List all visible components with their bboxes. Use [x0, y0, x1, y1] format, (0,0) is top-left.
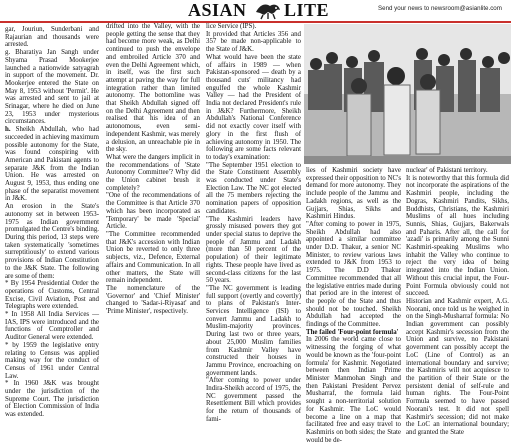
paragraph: Historian and Kashmir expert, A.G. Noorani, once told us he weighed in on the Singh-Musharraf formula: No Indian government can possibly accept Kashmir's secession from the Union and survive, no Pakistani government can possibly accept the LoC (Line of Control) as an international boundary and survive; the Kashmiris will not acquiesce to the partition of their State or the persistent denial of self-rule and human rights. The Four-Point Formula seemed to have passed Noorani's test. It did not spell Kashmir's secession; did not make the LoC an international boundary; and granted the State	[406, 297, 509, 436]
paragraph: "After coming to power in 1975, Sheikh Abdullah had also appointed a similar committee under D.D. Thakur, a senior NC Minister, to review various laws extended to J&K from 1953 to 1975. The D.D Thakur Committee recommended that all the legislative entries made during that period are in the interest of the people of the State and thus should not be touched. Sheikh Abdullah had accepted the findings of the Committee.	[306, 220, 401, 329]
paragraph: What would have been the state of affairs in 1989 — when Pakistan-sponsored — death by a thousand cuts' militancy had engulfed the whole Kashmir Valley — had the President of India not declared President's rule in J&K? Furthermore, Sheikh Abdullah's National Conference did not exactly cover itself with glory in the first flush of achieving autonomy in 1950. The following are some facts relevant to today's examination:	[206, 53, 301, 161]
section-subheading: The failed 'Four-point formula'	[306, 328, 399, 336]
list-marker: h.	[5, 126, 11, 134]
paragraph: The nomenclature of the 'Governor' and 'Chief Minister' changed to 'Sadar-i-Riyasat' and 'Prime Minister', respectively.	[106, 284, 200, 316]
paragraph: * By 1954 Presidential Order the operations of Customs, Central Excise, Civil Aviation, Post and Telegraphs were extended.	[5, 280, 99, 311]
masthead-right-word: LITE	[284, 0, 330, 20]
article-column-5	[406, 167, 509, 436]
paragraph-text: Sheikh Abdullah, who had succeeded in achieving maximum possible autonomy for the State, was found conspiring with American and Pakistani agents to separate J&K from the Indian Union. He was arrested on August 9, 1953, thus ending one phase of the separatist movement in J&K.	[5, 126, 99, 203]
article-column-1	[5, 26, 99, 419]
paragraph: * by 1959 the legislative entry relating to Census was applied making way for the conduct of Census of 1961 under Central Law.	[5, 341, 99, 380]
masthead-tagline: Send your news to newsroom@asianlite.com	[378, 5, 502, 12]
article-column-4	[306, 167, 401, 444]
paragraph: drifted into the Valley, with the people getting the sense that they had become more weak, as Delhi continued to push the envelope and embroiled Article 370 and even the Delhi Agreement which, in itself, was the first such attempt at paving the way for full integration rather than limited autonomy. The bottomline was that Sheikh Abdullah signed off on the Delhi Agreement and then realised that his idea of an autonomous, even semi-independent Kashmir, was merely a delusion, an unreachable pie in the sky.	[106, 23, 200, 154]
paragraph: "The Committee recommended that J&K's accession with Indian Union be reverted to only three subjects, viz., Defence, External affairs and Communication. In all other matters, the State will remain independent.	[106, 230, 200, 285]
masthead	[188, 0, 378, 20]
paragraph: g. Bharatiya Jan Sangh under Shyama Prasad Mookerjee launched a nationwide satyagrah in support of the movement. Dr. Mookerjee entered the State on May 8, 1953 without 'Permit'. He was arrested and sent to jail at Srinagar, where he died on June 23, 1953 under mysterious circumstances.	[5, 49, 99, 126]
article-column-3	[206, 23, 301, 423]
paragraph: "One of the recommendations of the Committee is that Article 370 which has been incorporated as 'Temporary' be made 'Special' Article.	[106, 192, 200, 231]
paragraph: It provided that Articles 356 and 357 be made non-applicable to the State of J&K.	[206, 30, 301, 54]
article-column-2	[106, 23, 200, 400]
paragraph: "After coming to power under Indira-Sheikh accord of 1975, the NC government passed the Resettlement Bill which provides for the return of thousands of fami-	[206, 377, 301, 423]
paragraph: * In 1958 All India Services — IAS, IPS were introduced and the functions of Comptroller and Auditor General were extended.	[5, 311, 99, 342]
paragraph: It is noteworthy that this formula did not incorporate the aspirations of the Kashmiri people, including the Dogras, Kashmiri Pandits, Sikhs, Buddhists, Christians, the Kashmiri Muslims of all hues including Sunnis, Shias, Gujjars, Bakerwals and Paharis. After all, the call for 'azadi' is primarily among the Sunni Kashmiri-speaking Muslims who inhabit the Valley who continue to reject the very idea of being integrated into the Indian Union. Without this crucial input, the Four-Point Formula obviously could not succeed.	[406, 174, 509, 298]
paragraph: * In 1960 J&K was brought under the jurisdiction of the Supreme Court. The jurisdiction of Election Commission of India was extended.	[5, 380, 99, 419]
paragraph: "The NC government is leading full support (overtly and covertly) to plans of Pakistan's Inter-Services Intelligence (ISI) to convert Jammu and Ladakh to Muslim-majority provinces. During last two or three years, about 25,000 Muslim families from Kashmir Valley have constructed their houses in Jammu Province, encroaching on government lands.	[206, 284, 301, 377]
paragraph: lies of Kashmiri society have expressed their opposition to NC's demand for more autonomy. They include people of the Jammu and Ladakh regions, as well as the Gujjars, Shias, Sikhs and Kashmiri Hindus.	[306, 167, 401, 221]
lion-emblem-icon	[254, 0, 282, 20]
paragraph: nuclear' of Pakistani territory.	[406, 167, 488, 174]
archival-group-photo	[304, 24, 511, 164]
paragraph: "The Kashmiri leaders have grossly misused powers they got under special status to deprive the people of Jammu and Ladakh (more than 50 percent of the population) of their legitimate rights. These people have lived as second-class citizens for the last 50 years.	[206, 215, 301, 285]
paragraph: An erosion in the State's autonomy set in between 1953-1975 as Indian government promulgated the Centre's binding. During this period, 13 steps were taken systematically 'sometimes surreptitiously' to extend various provisions of Indian Constitution to the J&K State. The following are some of them:	[5, 203, 99, 280]
paragraph	[5, 126, 99, 203]
paragraph: gar, Jouriun, Sunderbani and Rajaurian and thousands were arrested.	[5, 26, 99, 49]
paragraph: "The September 1951 election to the State Constituent Assembly was conducted under State's Election Law. The NC got elected all the 75 members rejecting the nomination papers of opposition candidates.	[206, 161, 301, 215]
paragraph: In 2006 the world came close to witnessing the forging of what would be known as the 'four-point formula' for Kashmir. Negotiated between then Indian Prime Minister Manmohan Singh and then Pakistani President Pervez Musharraf, the formula laid sought a non-territorial solution for Kashmir. The LoC would become a line on a map that facilitated free and easy travel to Kashmiris on both sides; the State would be de-	[306, 336, 401, 444]
photo-figures	[304, 24, 511, 164]
paragraph: lice Service (IPS).	[206, 23, 257, 30]
paragraph: What were the dangers implicit in the recommendations of 'State Autonomy Committee'? Why did the Union cabinet brush it completely?	[106, 153, 200, 192]
masthead-left-word: ASIAN	[188, 0, 247, 20]
